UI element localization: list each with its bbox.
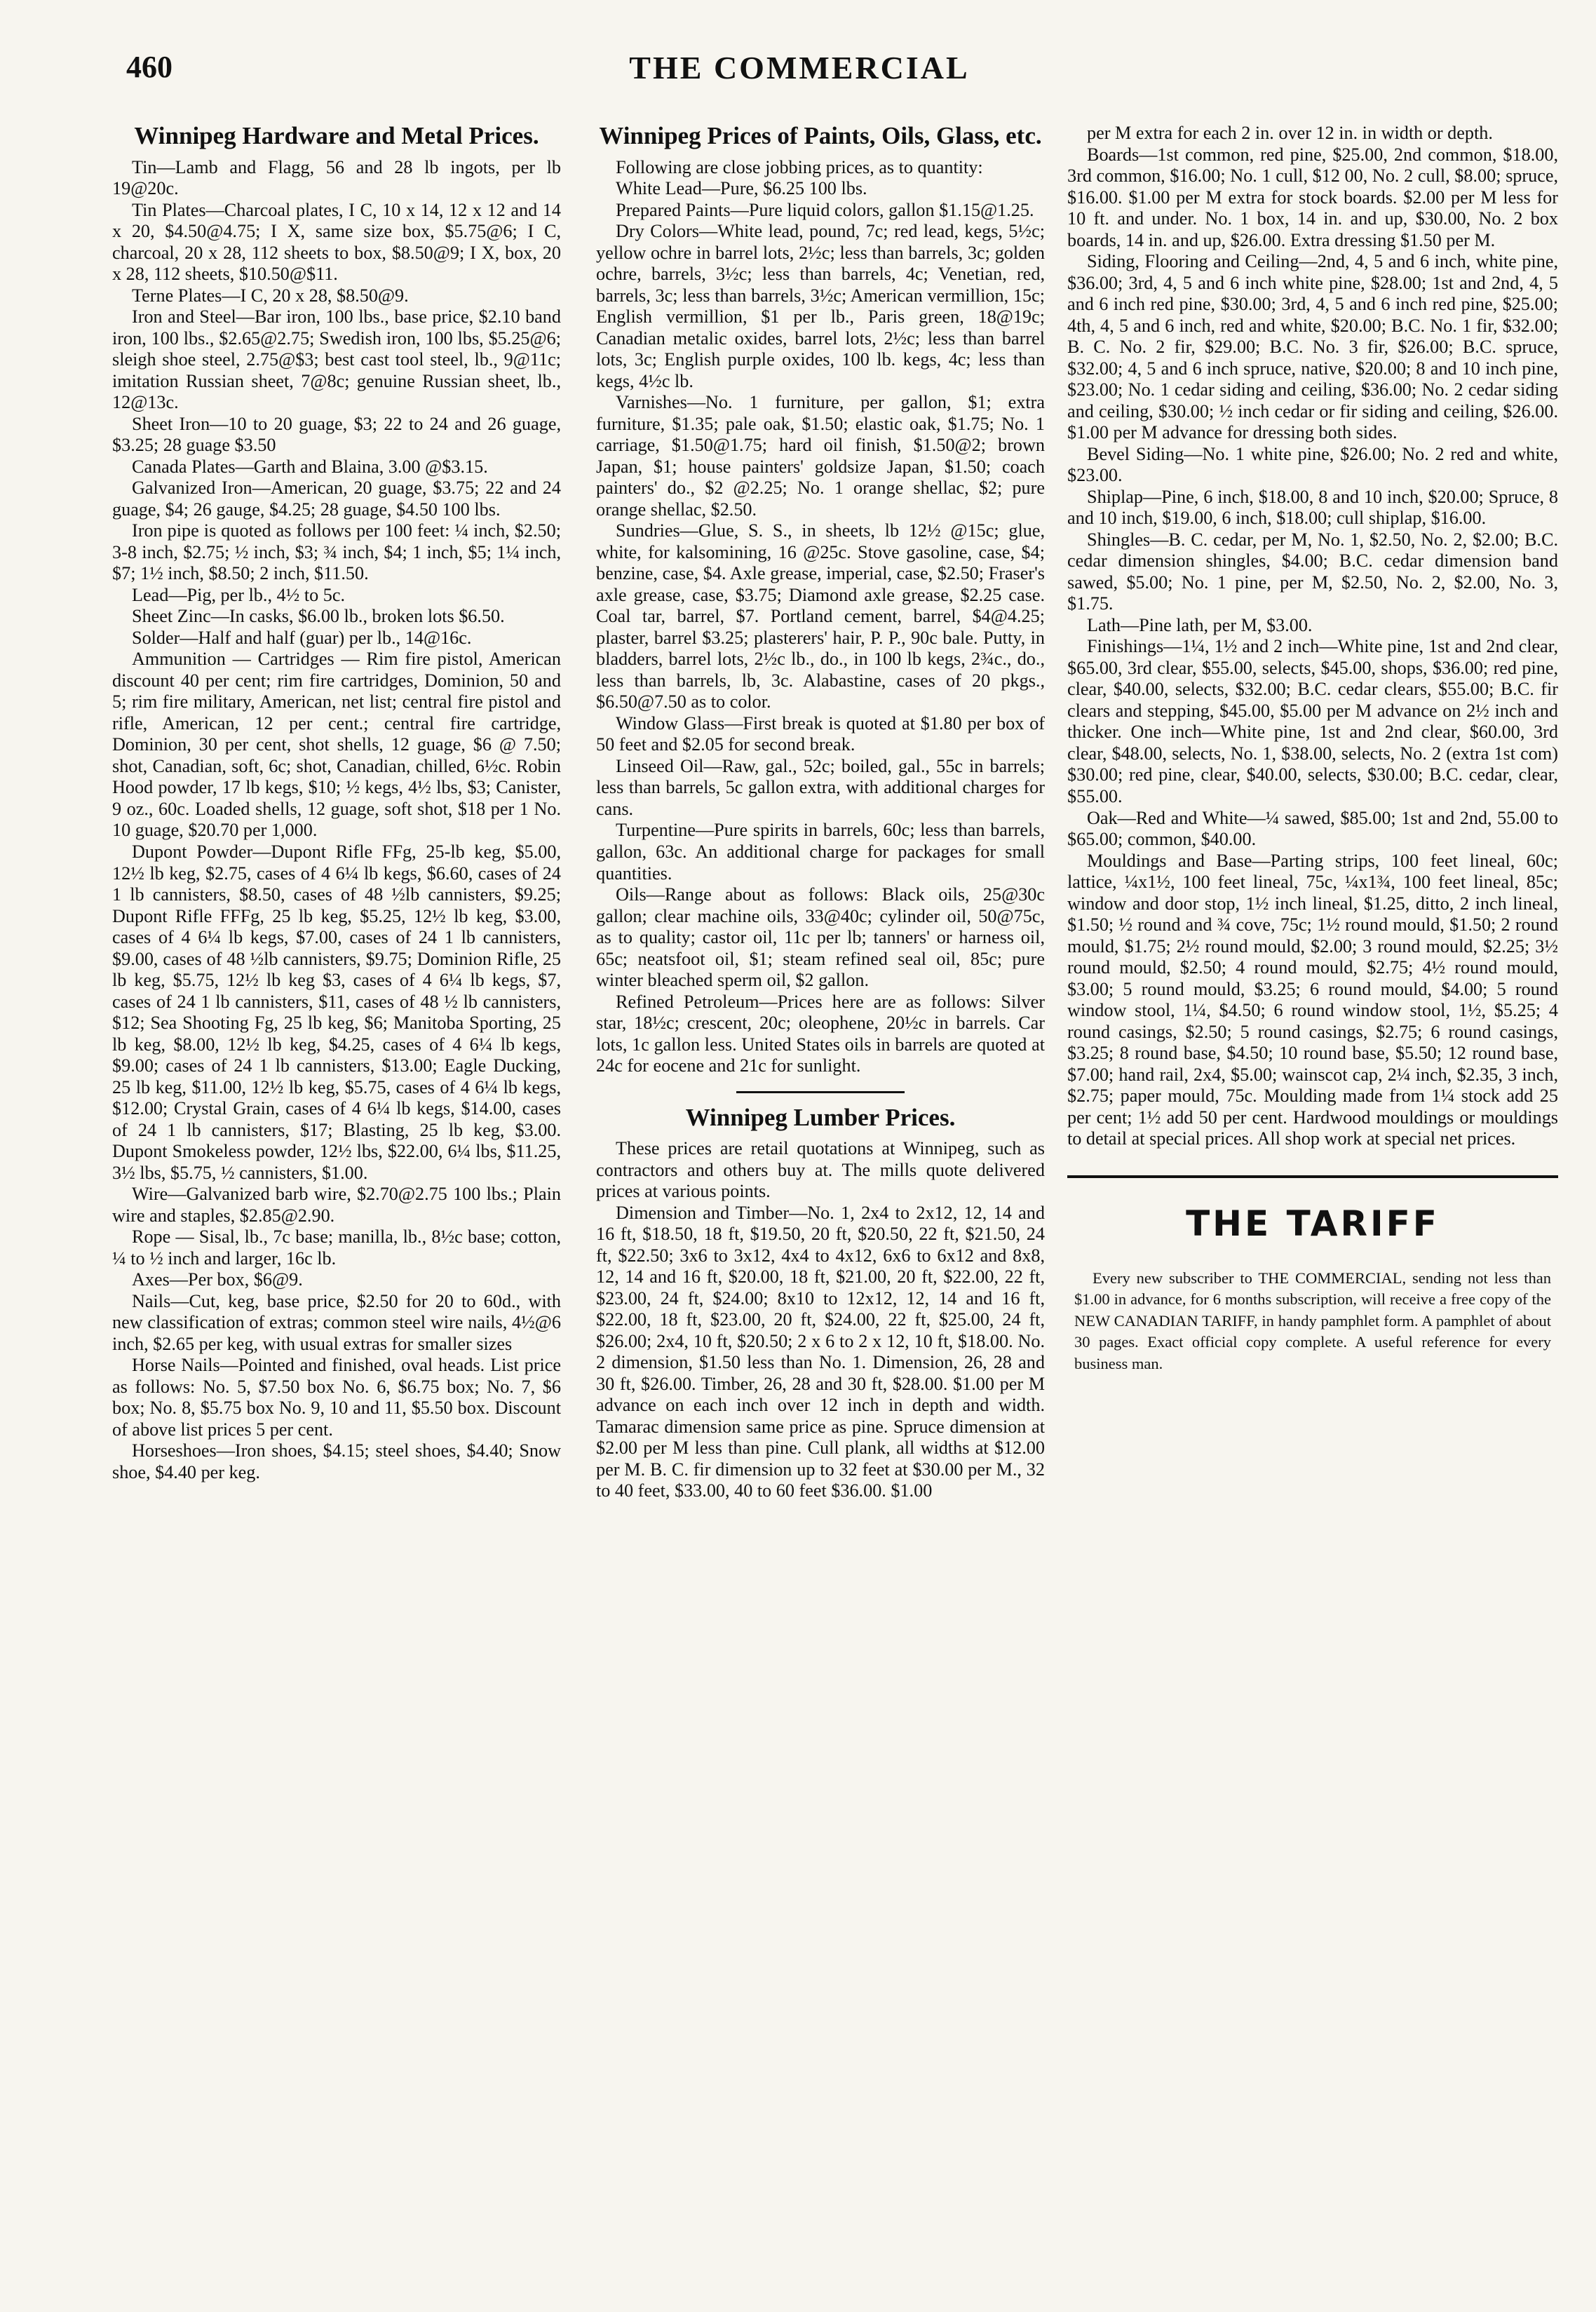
price-paragraph: Bevel Siding—No. 1 white pine, $26.00; No. 2 red and white, $23.00. bbox=[1067, 443, 1558, 486]
masthead-title: THE COMMERCIAL bbox=[629, 50, 970, 86]
price-paragraph: Tin—Lamb and Flagg, 56 and 28 lb ingots, per lb 19@20c. bbox=[112, 156, 561, 199]
price-paragraph: Terne Plates—I C, 20 x 28, $8.50@9. bbox=[132, 285, 409, 306]
column-lumber-continued bbox=[1067, 123, 1558, 1374]
price-paragraph: Refined Petroleum—Prices here are as follows: Silver star, 18½c; crescent, 20c; oleophene, 20½c in barrels. Car lots, 1c gallon less. United States oils in barrels are quoted at 24c for eocene and 21c for sunlight. bbox=[596, 991, 1045, 1076]
price-paragraph: Finishings—1¼, 1½ and 2 inch—White pine, 1st and 2nd clear, $65.00, 3rd clear, $55.00, selects, $45.00, shops, $36.00; red pine, clear, $40.00, selects, $32.00; B.C. cedar clears, $55.00; B.C. fir clears and stepping, $45.00, $5.00 per M advance on 2½ inch and thicker. One inch—White pine, 1st and 2nd clear, $60.00, 3rd clear, $48.00, selects, No. 1, $38.00, selects, No. 2 (extra 1st com) $30.00; red pine, clear, $40.00, selects, $30.00; B.C. cedar, clear, $55.00. bbox=[1067, 636, 1558, 806]
price-paragraph: Following are close jobbing prices, as to quantity: bbox=[616, 156, 983, 177]
price-paragraph: Wire—Galvanized barb wire, $2.70@2.75 100 lbs.; Plain wire and staples, $2.85@2.90. bbox=[112, 1184, 561, 1226]
lumber-heading: Winnipeg Lumber Prices. bbox=[685, 1103, 956, 1131]
paints-prices-list bbox=[596, 157, 1045, 1077]
page-number: 460 bbox=[126, 50, 173, 84]
price-paragraph: Nails—Cut, keg, base price, $2.50 for 20 to 60d., with new classification of extras; common steel wire nails, 4½@6 inch, $2.65 per keg, with usual extras for smaller sizes bbox=[112, 1290, 561, 1354]
lumber-continued-list bbox=[1067, 123, 1558, 1150]
price-paragraph: Dimension and Timber—No. 1, 2x4 to 2x12, 12, 14 and 16 ft, $18.50, 18 ft, $19.50, 20 ft, $20.50, 22 ft, $21.50, 24 ft, $22.50; 3x6 to 3x12, 4x4 to 4x12, 6x6 to 6x12 and 8x8, 12, 14 and 16 ft, $20.00, 18 ft, $21.00, 20 ft, $22.00, 22 ft, $23.00, 24 ft, $24.00; 8x10 to 12x12, 12, 14 and 16 ft, $22.00, 18 ft, $23.00, 20 ft, $24.00, 22 ft, $25.00, 24 ft, $26.00; 2x4, 10 ft, $20.50; 2 x 6 to 2 x 12, 10 ft, $18.00. No. 2 dimension, $1.50 less than No. 1. Dimension, 26, 28 and 30 ft, $26.00. Timber, 26, 28 and 30 ft, $28.00. $1.00 per M advance on each inch over 12 inch in depth and width. Tamarac dimension same price as pine. Spruce dimension at $2.00 per M less than pine. Cull plank, all widths at $12.00 per M. B. C. fir dimension up to 32 feet at $30.00 per M., 32 to 40 feet, $33.00, 40 to 60 feet $36.00. $1.00 bbox=[596, 1202, 1045, 1501]
price-paragraph: Varnishes—No. 1 furniture, per gallon, $1; extra furniture, $1.35; pale oak, $1.50; elastic oak, $1.75; No. 1 carriage, $1.50@1.75; hard oil finish, $1.50@2; brown Japan, $1; house painters' goldsize Japan, $1.50; coach painters' do., $2 @2.25; No. 1 orange shellac, $2; pure orange shellac, $2.50. bbox=[596, 392, 1045, 520]
price-paragraph: Prepared Paints—Pure liquid colors, gallon $1.15@1.25. bbox=[616, 199, 1034, 220]
price-paragraph: Shiplap—Pine, 6 inch, $18.00, 8 and 10 inch, $20.00; Spruce, 8 and 10 inch, $19.00, 6 inch, $18.00; cull shiplap, $16.00. bbox=[1067, 486, 1558, 529]
price-paragraph: Oak—Red and White—¼ sawed, $85.00; 1st and 2nd, 55.00 to $65.00; common, $40.00. bbox=[1067, 807, 1558, 850]
paints-heading: Winnipeg Prices of Paints, Oils, Glass, etc. bbox=[599, 122, 1042, 149]
hardware-prices-list bbox=[112, 157, 561, 1484]
lumber-prices-list bbox=[596, 1138, 1045, 1502]
price-paragraph: Dupont Powder—Dupont Rifle FFg, 25-lb keg, $5.00, 12½ lb keg, $2.75, cases of 4 6¼ lb kegs, $6.60, cases of 24 1 lb cannisters, $8.50, cases of 48 ½lb cannisters, $9.25; Dupont Rifle FFFg, 25 lb keg, $5.25, 12½ lb keg, $3.00, cases of 4 6¼ lb kegs, $7.00, cases of 24 1 lb cannisters, $9.00, cases of 48 ½lb cannisters, $9.75; Dominion Rifle, 25 lb keg, $5.75, 12½ lb keg $3, cases of 4 6¼ lb kegs, $7, cases of 24 1 lb cannisters, $11, cases of 48 ½ lb cannisters, $12; Sea Shooting Fg, 25 lb keg, $6; Manitoba Sporting, 25 lb keg, $8.00, 12½ lb keg, $4.25, cases of 4 6¼ lb kegs, $9.00; cases of 24 1 lb cannisters, $13.00; Eagle Ducking, 25 lb keg, $11.00, 12½ lb keg, $5.75, cases of 4 6¼ lb kegs, $12.00; Crystal Grain, cases of 4 6¼ lb kegs, $14.00, cases of 24 1 lb cannisters, $17; Blasting, 25 lb keg, $3.00. Dupont Smokeless powder, 12½ lbs, $22.00, 6¼ lbs, $11.25, 3½ lbs, $5.75, ½ cannisters, $1.00. bbox=[112, 841, 561, 1183]
price-paragraph: Rope — Sisal, lb., 7c base; manilla, lb., 8½c base; cotton, ¼ to ½ inch and larger, 16c lb. bbox=[112, 1226, 561, 1269]
price-paragraph: Lath—Pine lath, per M, $3.00. bbox=[1087, 614, 1313, 635]
tariff-notice: Every new subscriber to THE COMMERCIAL, sending not less than $1.00 in advance, for 6 months subscription, will receive a free copy of the NEW CANADIAN TARIFF, in handy pamphlet form. A pamphlet of about 30 pages. Exact official copy complete. A useful reference for every business man. bbox=[1074, 1269, 1551, 1372]
price-paragraph: Tin Plates—Charcoal plates, I C, 10 x 14, 12 x 12 and 14 x 20, $4.50@4.75; I X, same size box, $5.75@6; I C, charcoal, 20 x 28, 112 sheets to box, $8.50@9; I X, box, 20 x 28, 112 sheets, $10.50@$11. bbox=[112, 199, 561, 285]
price-paragraph: Window Glass—First break is quoted at $1.80 per box of 50 feet and $2.05 for second break. bbox=[596, 712, 1045, 755]
column-paints-lumber bbox=[596, 123, 1045, 1502]
price-paragraph: Siding, Flooring and Ceiling—2nd, 4, 5 and 6 inch, white pine, $36.00; 3rd, 4, 5 and 6 inch white pine, $28.00; 1st and 2nd, 4, 5 and 6 inch red pine, $30.00; 3rd, 4, 5 and 6 inch red pine, $25.00; 4th, 4, 5 and 6 inch, red and white, $20.00; B.C. No. 1 fir, $32.00; B. C. No. 2 fir, $29.00; B.C. No. 3 fir, $26.00; B.C. spruce, $32.00; 4, 5 and 6 inch spruce, native, $20.00; 8 and 10 inch pine, $23.00; No. 1 cedar siding and ceiling, $36.00; No. 2 cedar siding and ceiling, $30.00; ½ inch cedar or fir siding and ceiling, $26.00. $1.00 per M advance for dressing both sides. bbox=[1067, 251, 1558, 443]
price-paragraph: Solder—Half and half (guar) per lb., 14@16c. bbox=[132, 627, 472, 648]
price-paragraph: Iron pipe is quoted as follows per 100 feet: ¼ inch, $2.50; 3-8 inch, $2.75; ½ inch, $3; ¾ inch, $4; 1 inch, $5; 1¼ inch, $7; 1½ inch, $8.50; 2 inch, $11.50. bbox=[112, 520, 561, 584]
price-paragraph: Horseshoes—Iron shoes, $4.15; steel shoes, $4.40; Snow shoe, $4.40 per keg. bbox=[112, 1440, 561, 1482]
price-paragraph: Sheet Zinc—In casks, $6.00 lb., broken lots $6.50. bbox=[132, 606, 505, 627]
price-paragraph: Boards—1st common, red pine, $25.00, 2nd common, $18.00, 3rd common, $16.00; No. 1 cull, $12 00, No. 2 cull, $8.00; spruce, $16.00. $1.00 per M extra for stock boards. $2.00 per M less for 10 ft. and under. No. 1 box, 14 in. and up, $30.00, No. 2 box boards, 14 in. and up, $26.00. Extra dressing $1.50 per M. bbox=[1067, 144, 1558, 250]
price-paragraph: Sundries—Glue, S. S., in sheets, lb 12½ @15c; glue, white, for kalsomining, 16 @25c. Stove gasoline, case, $4; benzine, case, $4. Axle grease, imperial, case, $2.50; Fraser's axle grease, case, $3.75; Diamond axle grease, $2.25 case. Coal tar, barrel, $7. Portland cement, barrel, $4@4.25; plaster, barrel $3.25; plasterers' hair, P. P., 90c bale. Putty, in bladders, barrel lots, 2½c lb., do., in 100 lb kegs, 2¾c., do., less than barrels, lb, 3c. Alabastine, cases of 20 pkgs., $6.50@7.50 as to color. bbox=[596, 520, 1045, 712]
price-paragraph: Canada Plates—Garth and Blaina, 3.00 @$3.15. bbox=[132, 456, 488, 477]
price-paragraph: Iron and Steel—Bar iron, 100 lbs., base price, $2.10 band iron, 100 lbs., $2.65@2.75; Swedish iron, 100 lbs, $5.25@6; sleigh shoe steel, 2.75@$3; best cast tool steel, lb., 9@11c; imitation Russian sheet, 7@8c; genuine Russian sheet, lb., 12@13c. bbox=[112, 306, 561, 413]
hardware-heading: Winnipeg Hardware and Metal Prices. bbox=[134, 122, 539, 149]
price-paragraph: Sheet Iron—10 to 20 guage, $3; 22 to 24 and 26 guage, $3.25; 28 guage $3.50 bbox=[112, 413, 561, 456]
price-paragraph: Lead—Pig, per lb., 4½ to 5c. bbox=[132, 584, 346, 605]
price-paragraph: Galvanized Iron—American, 20 guage, $3.75; 22 and 24 guage, $4; 26 gauge, $4.25; 28 guage, $4.50 100 lbs. bbox=[112, 478, 561, 520]
price-paragraph: Turpentine—Pure spirits in barrels, 60c; less than barrels, gallon, 63c. An additional charge for packages for small quantities. bbox=[596, 820, 1045, 884]
price-paragraph: Axes—Per box, $6@9. bbox=[132, 1269, 303, 1290]
price-paragraph: These prices are retail quotations at Winnipeg, such as contractors and others buy at. The mills quote delivered prices at various points. bbox=[596, 1138, 1045, 1202]
price-paragraph: Ammunition — Cartridges — Rim fire pistol, American discount 40 per cent; rim fire cartridges, Dominion, 50 and 5; rim fire military, American, net list; central fire pistol and rifle, American, 12 per cent.; central fire cartridge, Dominion, 30 per cent, shot shells, 12 guage, $6 @ 7.50; shot, Canadian, soft, 6c; shot, Canadian, chilled, 6½c. Robin Hood powder, 17 lb kegs, $10; ½ kegs, 4½ lbs, $3; Canister, 9 oz., 60c. Loaded shells, 12 guage, soft shot, $18 per 1 No. 10 guage, $20.70 per 1,000. bbox=[112, 649, 561, 841]
price-paragraph: Mouldings and Base—Parting strips, 100 feet lineal, 60c; lattice, ¼x1½, 100 feet lineal, 75c, ¼x1¾, 100 feet lineal, 85c; window and door stop, 1½ inch lineal, $1.25, ditto, 2 inch lineal, $1.50; ½ round and ¾ cove, 75c; 1½ round mould, $1.50; 2 round mould, $1.75; 2½ round mould, $2.00; 3 round mould, $2.25; 3½ round mould, $2.50; 4 round mould, $2.75; 4½ round mould, $3.00; 5 round mould, $3.25; 6 round mould, $4.00; 5 round window stool, 1¼, $4.50; 6 round window stool, 1½, $5.25; 4 round casings, $2.50; 5 round casings, $2.75; 6 round casings, $3.25; 8 round base, $4.50; 10 round base, $5.50; 12 round base, $7.00; hand rail, 2x4, $5.00; wainscot cap, 2¼ inch, $2.35, 3 inch, $2.75; paper mould, 75c. Moulding made from 1¼ stock add 25 per cent; 1½ add 50 per cent. Hardwood mouldings or mouldings to detail at special prices. All shop work at special net prices. bbox=[1067, 850, 1558, 1149]
tariff-divider bbox=[1067, 1175, 1558, 1178]
price-paragraph: Dry Colors—White lead, pound, 7c; red lead, kegs, 5½c; yellow ochre in barrel lots, 2½c; less than barrels, 3c; golden ochre, barrels, 3½c; less than barrels, 4c; Venetian, red, barrels, 3c; less than barrels, 3½c; American vermillion, 15c; English vermillion, $1 per lb., Paris green, 18@19c; Canadian metalic oxides, barrel lots, 2½c; less than barrel lots, 3c; English purple oxides, 100 lb. kegs, 4c; less than kegs, 4½c lb. bbox=[596, 221, 1045, 391]
price-paragraph: Shingles—B. C. cedar, per M, No. 1, $2.50, No. 2, $2.00; B.C. cedar dimension shingles, $4.00; B.C. cedar dimension band sawed, $5.00; No. 1 pine, per M, $2.50, No. 2, $2.00, No. 3, $1.75. bbox=[1067, 529, 1558, 614]
price-paragraph: Horse Nails—Pointed and finished, oval heads. List price as follows: No. 5, $7.50 box No. 6, $6.75 box; No. 7, $6 box; No. 8, $5.75 box No. 9, 10 and 11, $5.50 box. Discount of above list prices 5 per cent. bbox=[112, 1355, 561, 1440]
column-hardware bbox=[112, 123, 561, 1483]
section-divider bbox=[736, 1091, 905, 1093]
tariff-heading: THE TARIFF bbox=[1186, 1203, 1440, 1244]
price-paragraph: White Lead—Pure, $6.25 100 lbs. bbox=[616, 178, 867, 199]
price-paragraph: per M extra for each 2 in. over 12 in. in width or depth. bbox=[1087, 123, 1493, 143]
price-paragraph: Oils—Range about as follows: Black oils, 25@30c gallon; clear machine oils, 33@40c; cylinder oil, 50@75c, as to quality; castor oil, 11c per lb; tanners' or harness oil, 65c; neatsfoot oil, $1; steam refined seal oil, 85c; pure winter bleached sperm oil, $2 gallon. bbox=[596, 884, 1045, 991]
price-paragraph: Linseed Oil—Raw, gal., 52c; boiled, gal., 55c in barrels; less than barrels, 5c gallon extra, with additional charges for cans. bbox=[596, 755, 1045, 819]
page-header bbox=[126, 49, 1473, 98]
